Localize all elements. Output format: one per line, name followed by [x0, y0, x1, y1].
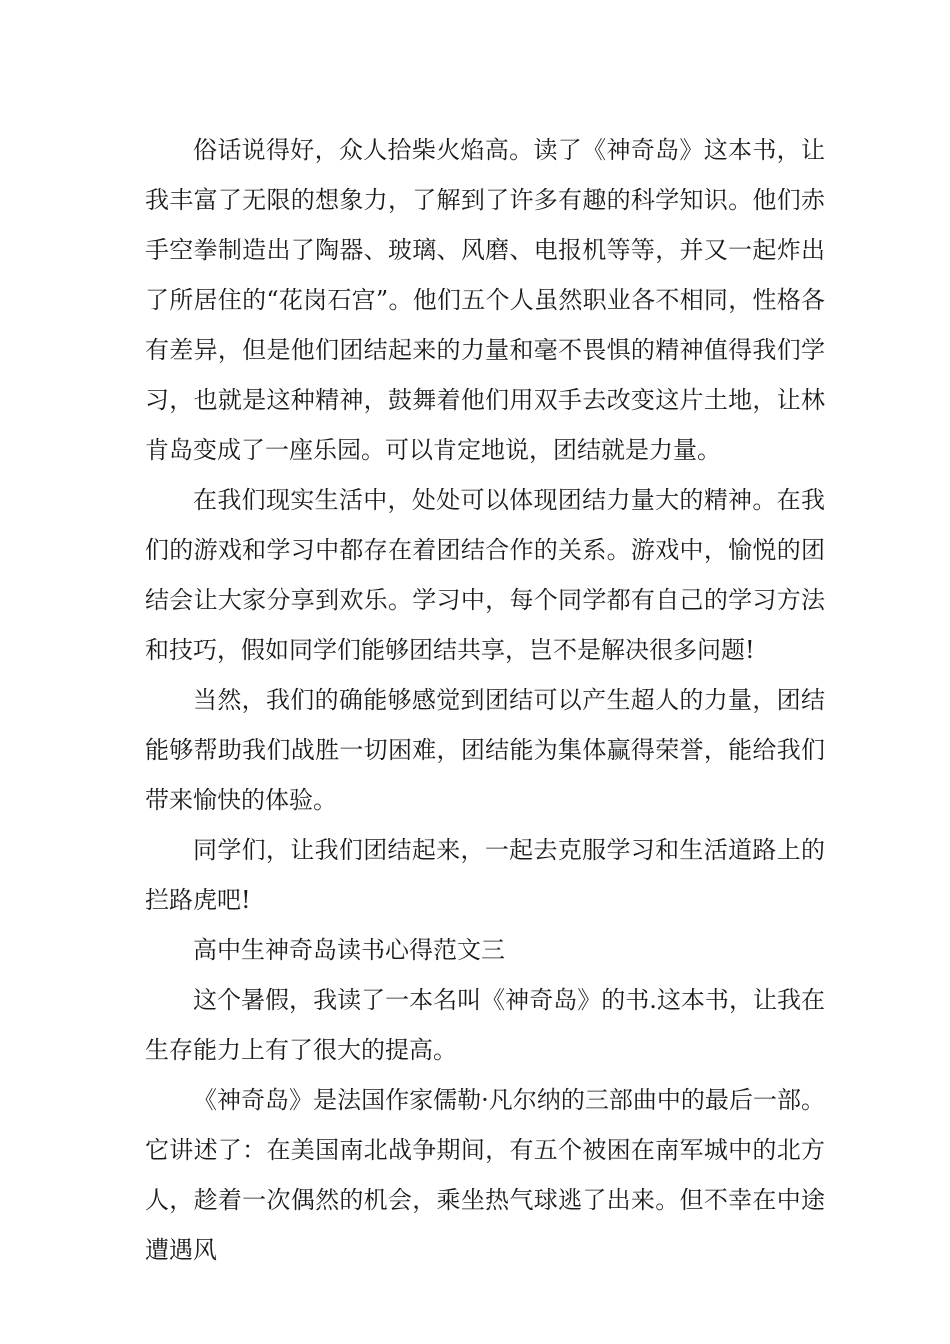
document-body	[145, 125, 825, 1275]
paragraph-2: 在我们现实生活中，处处可以体现团结力量大的精神。在我们的游戏和学习中都存在着团结合作的关系。游戏中，愉悦的团结会让大家分享到欢乐。学习中，每个同学都有自己的学习方法和技巧，假如同学们能够团结共享，岂不是解决很多问题!	[145, 486, 825, 664]
paragraph-1: 俗话说得好，众人拾柴火焰高。读了《神奇岛》这本书，让我丰富了无限的想象力，了解到了许多有趣的科学知识。他们赤手空拳制造出了陶器、玻璃、风磨、电报机等等，并又一起炸出了所居住的“花岗石宫”。他们五个人虽然职业各不相同，性格各有差异，但是他们团结起来的力量和毫不畏惧的精神值得我们学习，也就是这种精神，鼓舞着他们用双手去改变这片土地，让林肯岛变成了一座乐园。可以肯定地说，团结就是力量。	[145, 136, 825, 464]
paragraph-3: 当然，我们的确能够感觉到团结可以产生超人的力量，团结能够帮助我们战胜一切困难，团结能为集体赢得荣誉，能给我们带来愉快的体验。	[145, 686, 825, 814]
paragraph-6: 《神奇岛》是法国作家儒勒·凡尔纳的三部曲中的最后一部。它讲述了：在美国南北战争期间，有五个被困在南军城中的北方人，趁着一次偶然的机会，乘坐热气球逃了出来。但不幸在中途遭遇风	[145, 1086, 825, 1264]
paragraph-4: 同学们，让我们团结起来，一起去克服学习和生活道路上的拦路虎吧!	[145, 836, 825, 914]
section-heading: 高中生神奇岛读书心得范文三	[193, 936, 505, 964]
paragraph-5: 这个暑假，我读了一本名叫《神奇岛》的书.这本书，让我在生存能力上有了很大的提高。	[145, 986, 825, 1064]
